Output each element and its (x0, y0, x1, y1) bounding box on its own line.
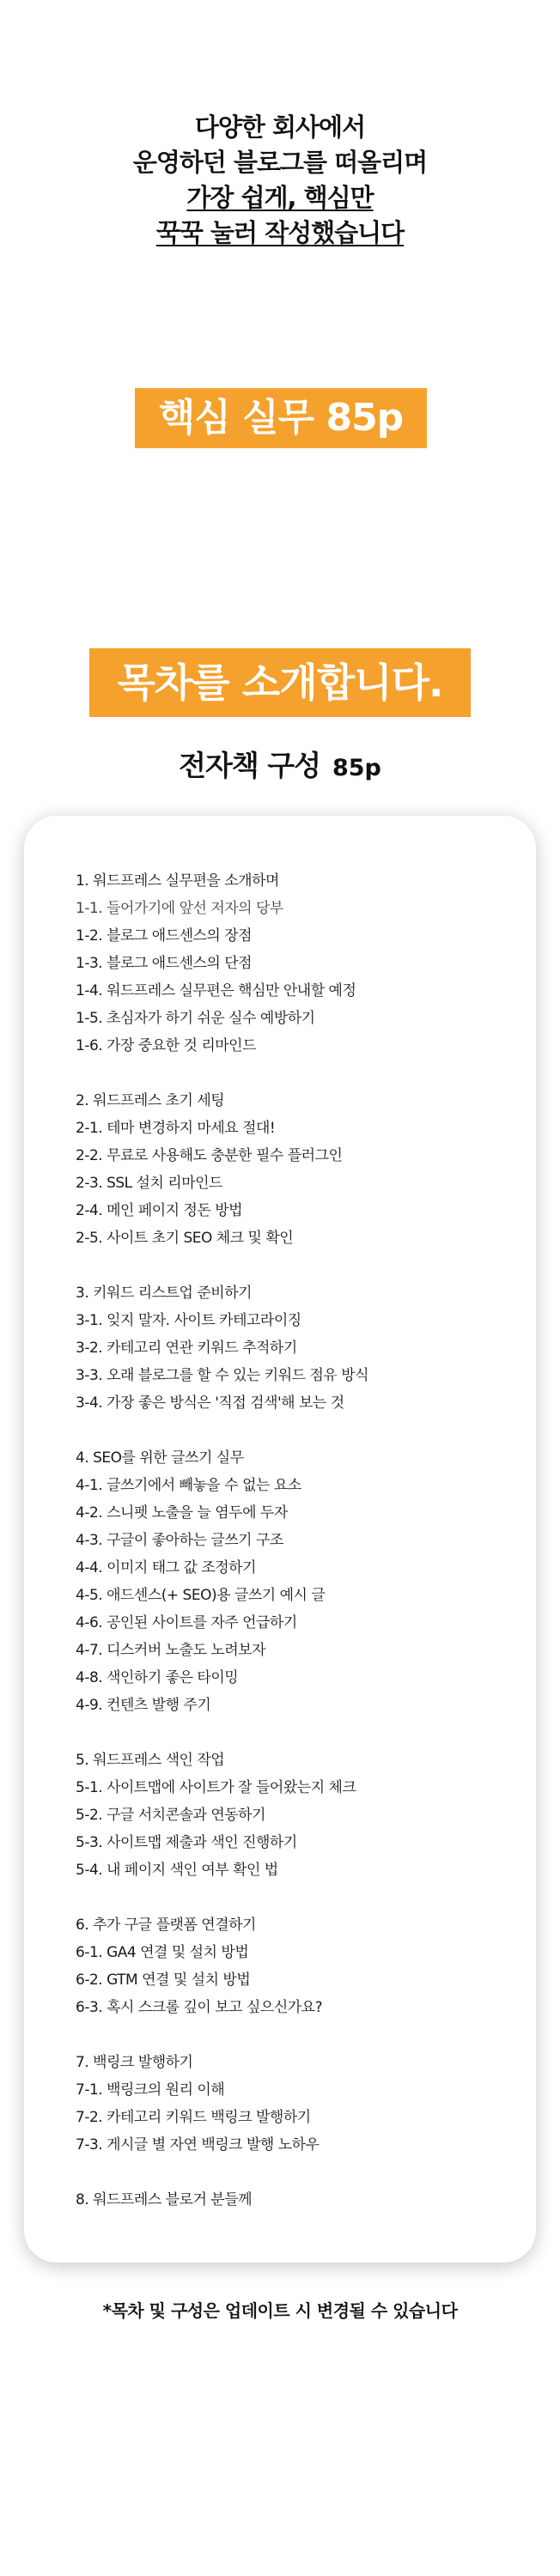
toc-item: 4-2. 스니펫 노출을 늘 염두에 두자 (76, 1504, 288, 1522)
toc-item: 7-3. 게시글 별 자연 백링크 발행 노하우 (76, 2136, 320, 2154)
toc-item: 7-1. 백링크의 원리 이해 (76, 2081, 225, 2099)
toc-item: 5-1. 사이트맵에 사이트가 잘 들어왔는지 체크 (76, 1779, 356, 1796)
toc-item: 6-3. 혹시 스크롤 깊이 보고 싶으신가요? (76, 1999, 323, 2016)
toc-item: 4-7. 디스커버 노출도 노려보자 (76, 1642, 266, 1659)
toc-item: 3-4. 가장 좋은 방식은 '직접 검색'해 보는 것 (76, 1394, 344, 1412)
toc-section (76, 2049, 505, 2159)
toc-item: 2-2. 무료로 사용해도 충분한 필수 플러그인 (76, 1147, 343, 1164)
toc-item: 2-5. 사이트 초기 SEO 체크 및 확인 (76, 1230, 294, 1247)
toc-item: 2-1. 테마 변경하지 마세요 절대! (76, 1120, 276, 1137)
intro-line-2: 운영하던 블로그를 떠올리며 (132, 148, 428, 177)
ebook-title: 전자책 구성 (179, 749, 320, 782)
toc-section (76, 867, 505, 1060)
toc-chapter-heading: 4. SEO를 위한 글쓰기 실무 (76, 1449, 244, 1467)
toc-card (24, 816, 536, 2263)
intro-line-3 (0, 180, 560, 216)
toc-item: 6-2. GTM 연결 및 설치 방법 (76, 1971, 251, 1989)
toc-item: 5-4. 내 페이지 색인 여부 확인 법 (76, 1862, 278, 1879)
toc-chapter-heading: 6. 추가 구글 플랫폼 연결하기 (76, 1917, 256, 1934)
intro-headline (0, 110, 560, 251)
toc-item: 4-5. 애드센스(+ SEO)용 글쓰기 예시 글 (76, 1587, 326, 1604)
toc-chapter-heading: 1. 워드프레스 실무편을 소개하며 (76, 872, 279, 890)
toc-chapter-heading: 3. 키워드 리스트업 준비하기 (76, 1285, 253, 1302)
toc-item: 5-3. 사이트맵 제출과 색인 진행하기 (76, 1834, 297, 1851)
toc-section (76, 2186, 505, 2214)
toc-section (76, 1747, 505, 1884)
toc-section (76, 1087, 505, 1252)
toc-item: 1-2. 블로그 애드센스의 장점 (76, 927, 253, 945)
toc-item: 3-1. 잊지 말자. 사이트 카테고라이징 (76, 1312, 301, 1329)
toc-item: 4-8. 색인하기 좋은 타이밍 (76, 1669, 239, 1686)
toc-item: 4-3. 구글이 좋아하는 글쓰기 구조 (76, 1532, 283, 1549)
toc-intro-badge: 목차를 소개합니다. (89, 648, 471, 717)
intro-line-1: 다양한 회사에서 (194, 112, 366, 142)
toc-item: 2-3. SSL 설치 리마인드 (76, 1175, 222, 1192)
toc-item: 1-1. 들어가기에 앞선 저자의 당부 (76, 900, 283, 917)
toc-item: 4-4. 이미지 태그 값 조정하기 (76, 1559, 257, 1577)
toc-chapter-heading: 7. 백링크 발행하기 (76, 2054, 193, 2071)
toc-item: 2-4. 메인 페이지 정돈 방법 (76, 1202, 243, 1219)
intro-line-3-text: 가장 쉽게, 핵심만 (186, 183, 374, 212)
toc-item: 1-4. 워드프레스 실무편은 핵심만 안내할 예정 (76, 982, 356, 999)
toc-item: 7-2. 카테고리 키워드 백링크 발행하기 (76, 2109, 311, 2126)
toc-chapter-heading: 8. 워드프레스 블로거 분들께 (76, 2191, 253, 2208)
toc-item: 1-3. 블로그 애드센스의 단점 (76, 955, 253, 972)
toc-section (76, 1911, 505, 2021)
footnote: *목차 및 구성은 업데이트 시 변경될 수 있습니다 (102, 2300, 458, 2321)
toc-item: 4-9. 컨텐츠 발행 주기 (76, 1697, 211, 1714)
toc-item: 3-3. 오래 블로그를 할 수 있는 키워드 점유 방식 (76, 1367, 369, 1384)
toc-item: 6-1. GA4 연결 및 설치 방법 (76, 1944, 249, 1961)
toc-item: 3-2. 카테고리 연관 키워드 추적하기 (76, 1340, 297, 1357)
toc-section (76, 1444, 505, 1719)
intro-line-4-text: 꾹꾹 눌러 작성했습니다 (155, 218, 405, 247)
core-pages-badge: 핵심 실무 85p (135, 388, 427, 448)
toc-item: 1-6. 가장 중요한 것 리마인드 (76, 1037, 257, 1054)
toc-item: 5-2. 구글 서치콘솔과 연동하기 (76, 1807, 266, 1824)
toc-chapter-heading: 2. 워드프레스 초기 세팅 (76, 1092, 225, 1109)
toc-chapter-heading: 5. 워드프레스 색인 작업 (76, 1752, 225, 1769)
toc-section (76, 1279, 505, 1417)
toc-item: 4-6. 공인된 사이트를 자주 언급하기 (76, 1614, 297, 1631)
toc-item: 4-1. 글쓰기에서 빼놓을 수 없는 요소 (76, 1477, 301, 1494)
ebook-page-count: 85p (332, 755, 381, 781)
table-of-contents (76, 867, 505, 2241)
toc-item: 1-5. 초심자가 하기 쉬운 실수 예방하기 (76, 1010, 315, 1027)
ebook-structure-heading (0, 744, 560, 784)
intro-line-4 (0, 216, 560, 251)
